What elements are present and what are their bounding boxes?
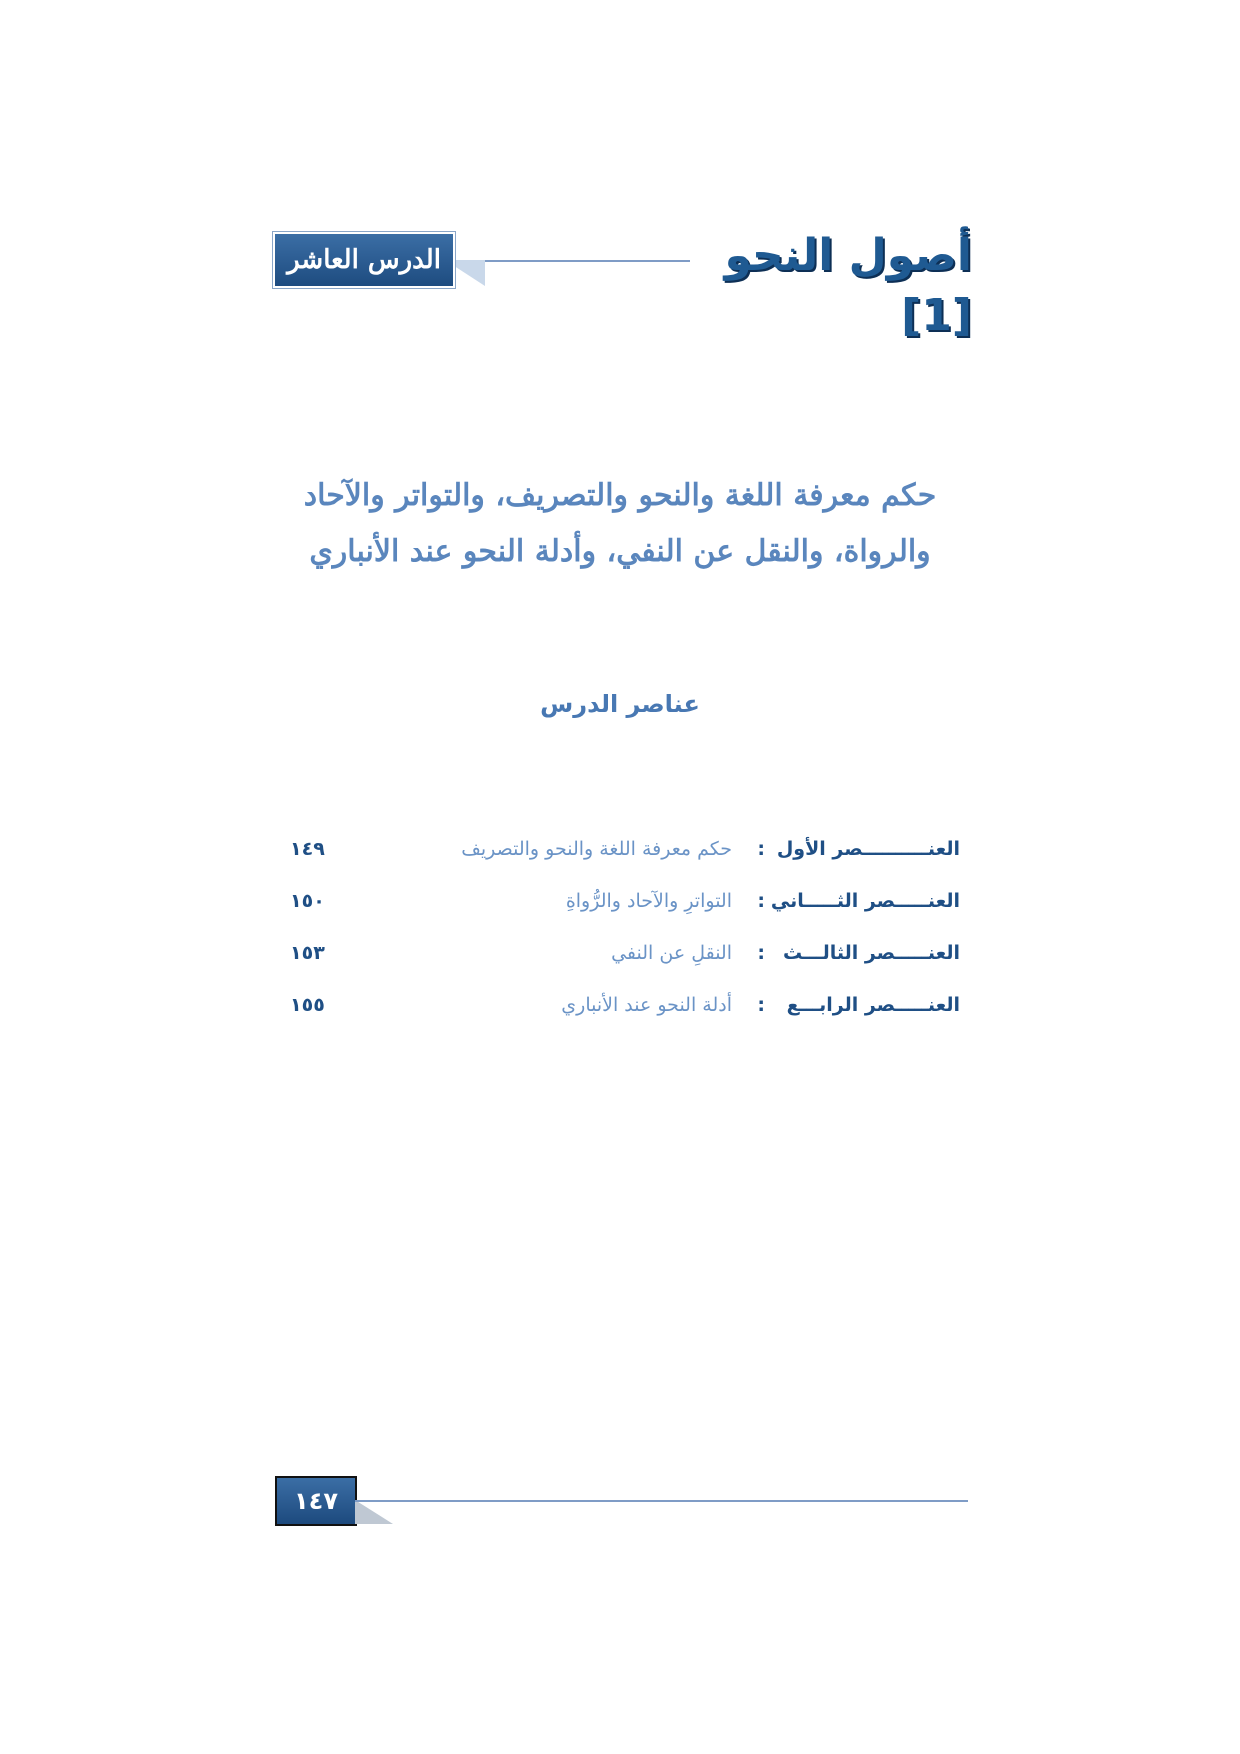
- toc-entry-label: العنـــــصر الثـــــاني: [770, 890, 960, 912]
- main-heading-line-2: والرواة، والنقل عن النفي، وأدلة النحو عند الأنباري: [309, 534, 931, 569]
- toc-entry: [290, 994, 960, 1034]
- lesson-main-heading: [270, 468, 970, 580]
- toc-entry-label: العنــــــــــصر الأول: [776, 838, 960, 860]
- toc-entry-page: ١٥٠: [290, 890, 325, 912]
- lesson-label-badge: [273, 232, 455, 288]
- toc-entry-text: التواترِ والآحاد والرُّواةِ: [565, 890, 732, 912]
- toc-entry-page: ١٤٩: [290, 838, 325, 860]
- toc-entry-colon: :: [757, 838, 765, 860]
- toc-entry-colon: :: [757, 942, 765, 964]
- toc-entry-text: أدلة النحو عند الأنباري: [561, 994, 732, 1016]
- toc-entry-page: ١٥٣: [290, 942, 325, 964]
- toc-entry-text: حكم معرفة اللغة والنحو والتصريف: [461, 838, 732, 860]
- page-number-badge: [275, 1476, 357, 1526]
- toc-entry: [290, 838, 960, 878]
- toc-entry-label: العنـــــصر الرابـــع: [786, 994, 960, 1016]
- book-title: أصول النحو [1]: [724, 230, 972, 341]
- lesson-label: الدرس العاشر: [287, 245, 441, 275]
- lesson-elements-heading: عناصر الدرس: [540, 690, 700, 718]
- toc-entry: [290, 942, 960, 982]
- toc-entry: [290, 890, 960, 930]
- footer-divider: [355, 1500, 968, 1502]
- main-heading-line-1: حكم معرفة اللغة والنحو والتصريف، والتواتر والآحاد: [303, 478, 937, 513]
- toc-entry-text: النقلِ عن النفي: [611, 942, 732, 964]
- page-number: ١٤٧: [294, 1487, 338, 1515]
- toc-entry-colon: :: [757, 994, 765, 1016]
- header-divider: [475, 260, 690, 262]
- footer-wedge-decoration: [355, 1500, 393, 1524]
- toc-entry-label: العنـــــصر الثالـــث: [782, 942, 960, 964]
- toc-entry-colon: :: [757, 890, 765, 912]
- toc-entry-page: ١٥٥: [290, 994, 325, 1016]
